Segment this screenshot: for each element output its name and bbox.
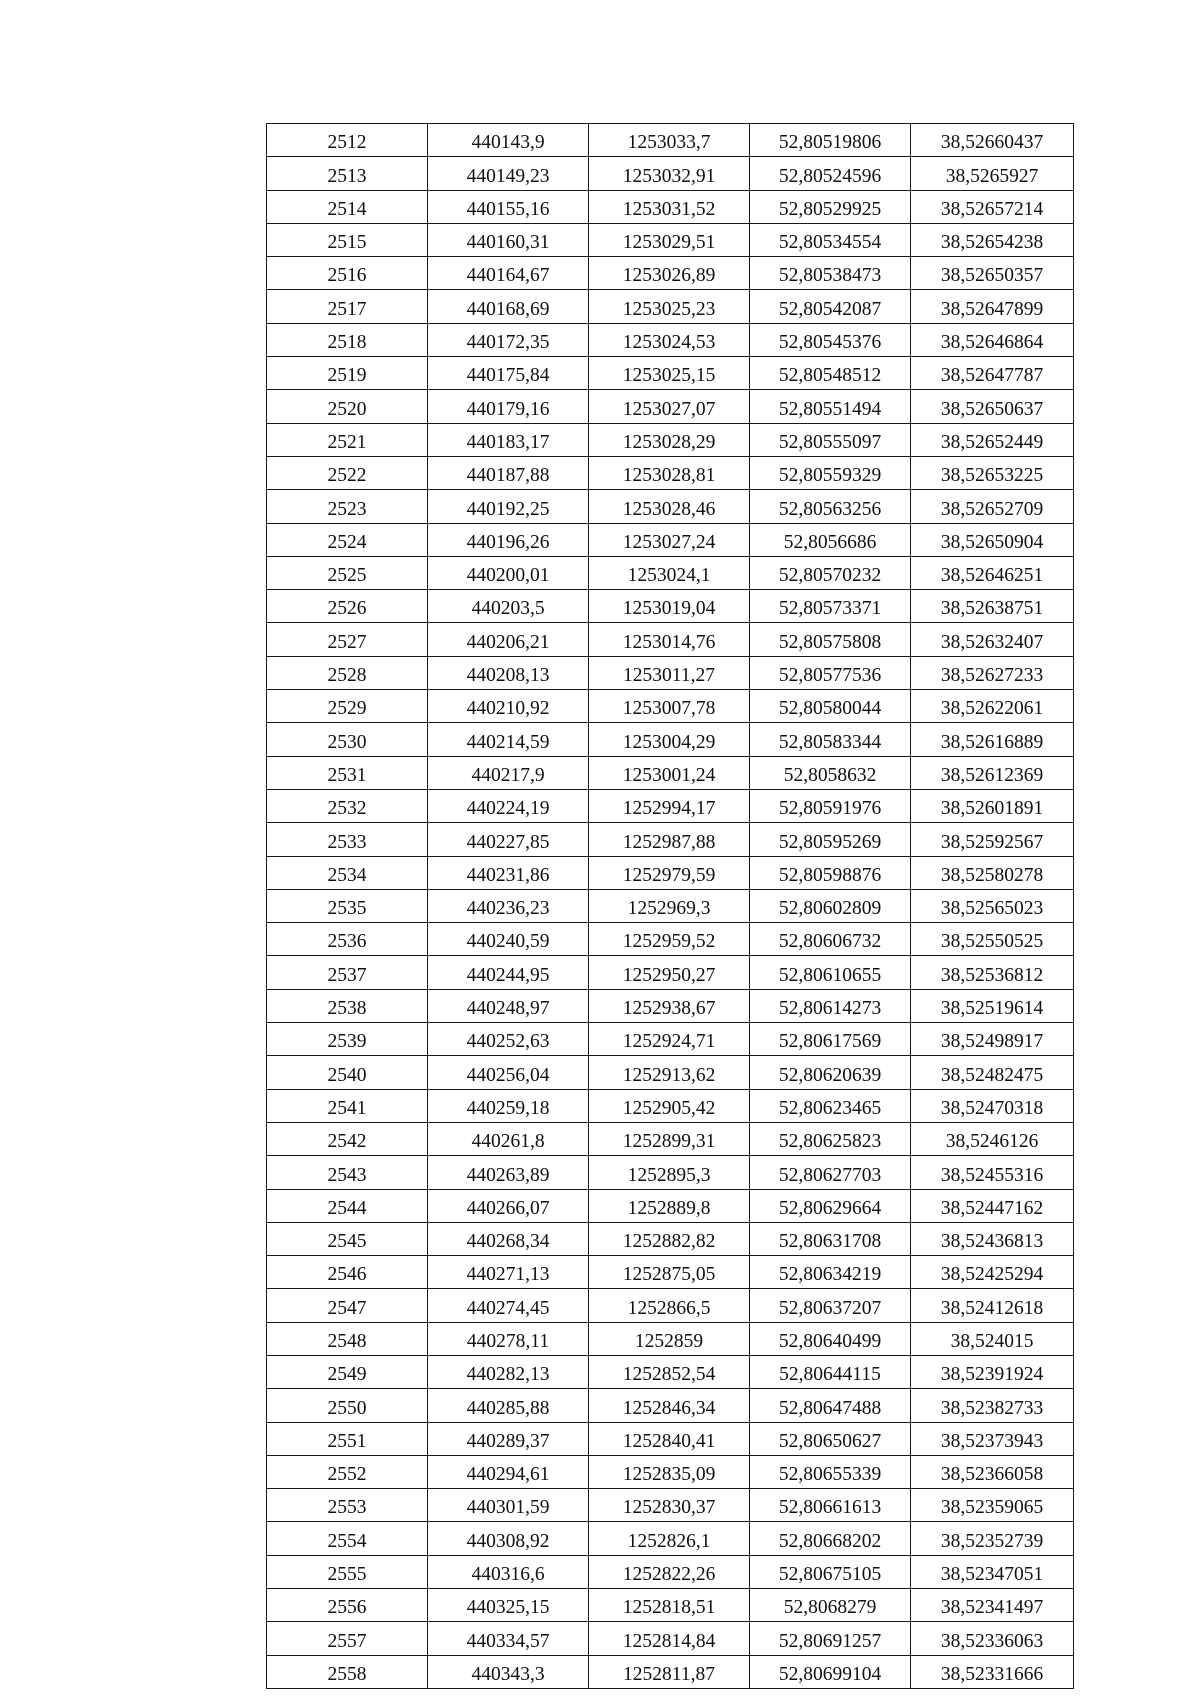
coordinates-table-body xyxy=(267,124,1074,1689)
latitude-cell: 52,80668202 xyxy=(750,1522,911,1555)
x-coordinate-cell: 440236,23 xyxy=(428,889,589,922)
x-coordinate-cell: 440160,31 xyxy=(428,223,589,256)
table-row xyxy=(267,1222,1074,1255)
longitude-cell: 38,52359065 xyxy=(911,1489,1074,1522)
point-number-cell: 2548 xyxy=(267,1322,428,1355)
y-coordinate-cell: 1252866,5 xyxy=(589,1289,750,1322)
longitude-cell: 38,52412618 xyxy=(911,1289,1074,1322)
y-coordinate-cell: 1253027,24 xyxy=(589,523,750,556)
point-number-cell: 2550 xyxy=(267,1389,428,1422)
table-row xyxy=(267,1555,1074,1588)
point-number-cell: 2549 xyxy=(267,1355,428,1388)
table-row xyxy=(267,423,1074,456)
x-coordinate-cell: 440192,25 xyxy=(428,490,589,523)
latitude-cell: 52,80545376 xyxy=(750,323,911,356)
table-row xyxy=(267,590,1074,623)
y-coordinate-cell: 1252924,71 xyxy=(589,1023,750,1056)
table-row xyxy=(267,124,1074,157)
longitude-cell: 38,52652709 xyxy=(911,490,1074,523)
point-number-cell: 2556 xyxy=(267,1589,428,1622)
point-number-cell: 2531 xyxy=(267,756,428,789)
table-row xyxy=(267,490,1074,523)
latitude-cell: 52,80524596 xyxy=(750,157,911,190)
x-coordinate-cell: 440263,89 xyxy=(428,1156,589,1189)
table-row xyxy=(267,523,1074,556)
longitude-cell: 38,5265927 xyxy=(911,157,1074,190)
table-row xyxy=(267,723,1074,756)
point-number-cell: 2523 xyxy=(267,490,428,523)
y-coordinate-cell: 1252895,3 xyxy=(589,1156,750,1189)
latitude-cell: 52,80529925 xyxy=(750,190,911,223)
longitude-cell: 38,52336063 xyxy=(911,1622,1074,1655)
y-coordinate-cell: 1252959,52 xyxy=(589,923,750,956)
longitude-cell: 38,52366058 xyxy=(911,1455,1074,1488)
table-row xyxy=(267,956,1074,989)
point-number-cell: 2555 xyxy=(267,1555,428,1588)
y-coordinate-cell: 1253014,76 xyxy=(589,623,750,656)
table-row xyxy=(267,656,1074,689)
point-number-cell: 2535 xyxy=(267,889,428,922)
table-row xyxy=(267,357,1074,390)
longitude-cell: 38,52646251 xyxy=(911,556,1074,589)
y-coordinate-cell: 1253001,24 xyxy=(589,756,750,789)
x-coordinate-cell: 440244,95 xyxy=(428,956,589,989)
x-coordinate-cell: 440278,11 xyxy=(428,1322,589,1355)
longitude-cell: 38,52622061 xyxy=(911,690,1074,723)
x-coordinate-cell: 440282,13 xyxy=(428,1355,589,1388)
longitude-cell: 38,52612369 xyxy=(911,756,1074,789)
y-coordinate-cell: 1252830,37 xyxy=(589,1489,750,1522)
y-coordinate-cell: 1252950,27 xyxy=(589,956,750,989)
point-number-cell: 2518 xyxy=(267,323,428,356)
point-number-cell: 2525 xyxy=(267,556,428,589)
point-number-cell: 2552 xyxy=(267,1455,428,1488)
point-number-cell: 2528 xyxy=(267,656,428,689)
longitude-cell: 38,52373943 xyxy=(911,1422,1074,1455)
latitude-cell: 52,80570232 xyxy=(750,556,911,589)
x-coordinate-cell: 440294,61 xyxy=(428,1455,589,1488)
y-coordinate-cell: 1253025,15 xyxy=(589,357,750,390)
y-coordinate-cell: 1253029,51 xyxy=(589,223,750,256)
latitude-cell: 52,80551494 xyxy=(750,390,911,423)
point-number-cell: 2521 xyxy=(267,423,428,456)
latitude-cell: 52,80629664 xyxy=(750,1189,911,1222)
point-number-cell: 2536 xyxy=(267,923,428,956)
table-row xyxy=(267,1256,1074,1289)
longitude-cell: 38,52647899 xyxy=(911,290,1074,323)
table-row xyxy=(267,456,1074,489)
x-coordinate-cell: 440259,18 xyxy=(428,1089,589,1122)
y-coordinate-cell: 1253031,52 xyxy=(589,190,750,223)
longitude-cell: 38,52550525 xyxy=(911,923,1074,956)
x-coordinate-cell: 440308,92 xyxy=(428,1522,589,1555)
point-number-cell: 2527 xyxy=(267,623,428,656)
latitude-cell: 52,80675105 xyxy=(750,1555,911,1588)
table-row xyxy=(267,390,1074,423)
x-coordinate-cell: 440271,13 xyxy=(428,1256,589,1289)
latitude-cell: 52,80583344 xyxy=(750,723,911,756)
table-row xyxy=(267,1422,1074,1455)
longitude-cell: 38,52654238 xyxy=(911,223,1074,256)
y-coordinate-cell: 1252969,3 xyxy=(589,889,750,922)
latitude-cell: 52,8058632 xyxy=(750,756,911,789)
longitude-cell: 38,52498917 xyxy=(911,1023,1074,1056)
point-number-cell: 2514 xyxy=(267,190,428,223)
latitude-cell: 52,80634219 xyxy=(750,1256,911,1289)
x-coordinate-cell: 440266,07 xyxy=(428,1189,589,1222)
longitude-cell: 38,52647787 xyxy=(911,357,1074,390)
latitude-cell: 52,80595269 xyxy=(750,823,911,856)
longitude-cell: 38,52650904 xyxy=(911,523,1074,556)
longitude-cell: 38,52536812 xyxy=(911,956,1074,989)
longitude-cell: 38,52455316 xyxy=(911,1156,1074,1189)
table-row xyxy=(267,923,1074,956)
x-coordinate-cell: 440240,59 xyxy=(428,923,589,956)
point-number-cell: 2546 xyxy=(267,1256,428,1289)
point-number-cell: 2554 xyxy=(267,1522,428,1555)
table-row xyxy=(267,1622,1074,1655)
point-number-cell: 2524 xyxy=(267,523,428,556)
y-coordinate-cell: 1252882,82 xyxy=(589,1222,750,1255)
x-coordinate-cell: 440334,57 xyxy=(428,1622,589,1655)
y-coordinate-cell: 1253011,27 xyxy=(589,656,750,689)
point-number-cell: 2544 xyxy=(267,1189,428,1222)
longitude-cell: 38,52341497 xyxy=(911,1589,1074,1622)
longitude-cell: 38,52592567 xyxy=(911,823,1074,856)
table-row xyxy=(267,1355,1074,1388)
latitude-cell: 52,80661613 xyxy=(750,1489,911,1522)
latitude-cell: 52,8056686 xyxy=(750,523,911,556)
latitude-cell: 52,80542087 xyxy=(750,290,911,323)
longitude-cell: 38,52425294 xyxy=(911,1256,1074,1289)
point-number-cell: 2542 xyxy=(267,1122,428,1155)
point-number-cell: 2529 xyxy=(267,690,428,723)
table-row xyxy=(267,157,1074,190)
x-coordinate-cell: 440210,92 xyxy=(428,690,589,723)
point-number-cell: 2522 xyxy=(267,456,428,489)
x-coordinate-cell: 440179,16 xyxy=(428,390,589,423)
longitude-cell: 38,52657214 xyxy=(911,190,1074,223)
latitude-cell: 52,80563256 xyxy=(750,490,911,523)
longitude-cell: 38,52519614 xyxy=(911,989,1074,1022)
table-row xyxy=(267,1322,1074,1355)
point-number-cell: 2547 xyxy=(267,1289,428,1322)
y-coordinate-cell: 1252826,1 xyxy=(589,1522,750,1555)
x-coordinate-cell: 440325,15 xyxy=(428,1589,589,1622)
table-row xyxy=(267,323,1074,356)
x-coordinate-cell: 440155,16 xyxy=(428,190,589,223)
longitude-cell: 38,52482475 xyxy=(911,1056,1074,1089)
y-coordinate-cell: 1252835,09 xyxy=(589,1455,750,1488)
latitude-cell: 52,80647488 xyxy=(750,1389,911,1422)
longitude-cell: 38,52646864 xyxy=(911,323,1074,356)
y-coordinate-cell: 1252840,41 xyxy=(589,1422,750,1455)
y-coordinate-cell: 1253032,91 xyxy=(589,157,750,190)
longitude-cell: 38,52470318 xyxy=(911,1089,1074,1122)
point-number-cell: 2539 xyxy=(267,1023,428,1056)
x-coordinate-cell: 440149,23 xyxy=(428,157,589,190)
longitude-cell: 38,52627233 xyxy=(911,656,1074,689)
y-coordinate-cell: 1253028,81 xyxy=(589,456,750,489)
y-coordinate-cell: 1252822,26 xyxy=(589,1555,750,1588)
table-row xyxy=(267,1522,1074,1555)
x-coordinate-cell: 440164,67 xyxy=(428,257,589,290)
x-coordinate-cell: 440343,3 xyxy=(428,1655,589,1688)
table-row xyxy=(267,1156,1074,1189)
point-number-cell: 2538 xyxy=(267,989,428,1022)
y-coordinate-cell: 1252859 xyxy=(589,1322,750,1355)
longitude-cell: 38,52653225 xyxy=(911,456,1074,489)
point-number-cell: 2551 xyxy=(267,1422,428,1455)
y-coordinate-cell: 1253019,04 xyxy=(589,590,750,623)
table-row xyxy=(267,823,1074,856)
x-coordinate-cell: 440274,45 xyxy=(428,1289,589,1322)
y-coordinate-cell: 1252994,17 xyxy=(589,789,750,822)
latitude-cell: 52,80602809 xyxy=(750,889,911,922)
x-coordinate-cell: 440172,35 xyxy=(428,323,589,356)
latitude-cell: 52,80640499 xyxy=(750,1322,911,1355)
y-coordinate-cell: 1253033,7 xyxy=(589,124,750,157)
y-coordinate-cell: 1253025,23 xyxy=(589,290,750,323)
x-coordinate-cell: 440143,9 xyxy=(428,124,589,157)
table-row xyxy=(267,223,1074,256)
x-coordinate-cell: 440256,04 xyxy=(428,1056,589,1089)
y-coordinate-cell: 1252818,51 xyxy=(589,1589,750,1622)
point-number-cell: 2520 xyxy=(267,390,428,423)
latitude-cell: 52,80538473 xyxy=(750,257,911,290)
latitude-cell: 52,8068279 xyxy=(750,1589,911,1622)
x-coordinate-cell: 440231,86 xyxy=(428,856,589,889)
latitude-cell: 52,80627703 xyxy=(750,1156,911,1189)
point-number-cell: 2526 xyxy=(267,590,428,623)
x-coordinate-cell: 440301,59 xyxy=(428,1489,589,1522)
y-coordinate-cell: 1252913,62 xyxy=(589,1056,750,1089)
latitude-cell: 52,80644115 xyxy=(750,1355,911,1388)
table-row xyxy=(267,623,1074,656)
x-coordinate-cell: 440203,5 xyxy=(428,590,589,623)
x-coordinate-cell: 440224,19 xyxy=(428,789,589,822)
table-row xyxy=(267,556,1074,589)
table-row xyxy=(267,1056,1074,1089)
point-number-cell: 2533 xyxy=(267,823,428,856)
coordinates-table xyxy=(266,123,1074,1689)
y-coordinate-cell: 1253024,53 xyxy=(589,323,750,356)
longitude-cell: 38,52632407 xyxy=(911,623,1074,656)
latitude-cell: 52,80614273 xyxy=(750,989,911,1022)
x-coordinate-cell: 440227,85 xyxy=(428,823,589,856)
point-number-cell: 2515 xyxy=(267,223,428,256)
table-row xyxy=(267,1023,1074,1056)
table-row xyxy=(267,856,1074,889)
latitude-cell: 52,80655339 xyxy=(750,1455,911,1488)
y-coordinate-cell: 1252987,88 xyxy=(589,823,750,856)
y-coordinate-cell: 1252979,59 xyxy=(589,856,750,889)
longitude-cell: 38,52436813 xyxy=(911,1222,1074,1255)
y-coordinate-cell: 1253024,1 xyxy=(589,556,750,589)
y-coordinate-cell: 1252938,67 xyxy=(589,989,750,1022)
point-number-cell: 2545 xyxy=(267,1222,428,1255)
point-number-cell: 2540 xyxy=(267,1056,428,1089)
latitude-cell: 52,80650627 xyxy=(750,1422,911,1455)
x-coordinate-cell: 440261,8 xyxy=(428,1122,589,1155)
point-number-cell: 2512 xyxy=(267,124,428,157)
latitude-cell: 52,80534554 xyxy=(750,223,911,256)
latitude-cell: 52,80610655 xyxy=(750,956,911,989)
point-number-cell: 2543 xyxy=(267,1156,428,1189)
latitude-cell: 52,80598876 xyxy=(750,856,911,889)
y-coordinate-cell: 1253028,46 xyxy=(589,490,750,523)
y-coordinate-cell: 1252852,54 xyxy=(589,1355,750,1388)
x-coordinate-cell: 440187,88 xyxy=(428,456,589,489)
longitude-cell: 38,52601891 xyxy=(911,789,1074,822)
longitude-cell: 38,52650357 xyxy=(911,257,1074,290)
latitude-cell: 52,80559329 xyxy=(750,456,911,489)
x-coordinate-cell: 440206,21 xyxy=(428,623,589,656)
y-coordinate-cell: 1252875,05 xyxy=(589,1256,750,1289)
latitude-cell: 52,80631708 xyxy=(750,1222,911,1255)
longitude-cell: 38,52652449 xyxy=(911,423,1074,456)
y-coordinate-cell: 1252889,8 xyxy=(589,1189,750,1222)
table-row xyxy=(267,1089,1074,1122)
y-coordinate-cell: 1253026,89 xyxy=(589,257,750,290)
x-coordinate-cell: 440200,01 xyxy=(428,556,589,589)
latitude-cell: 52,80555097 xyxy=(750,423,911,456)
latitude-cell: 52,80519806 xyxy=(750,124,911,157)
latitude-cell: 52,80577536 xyxy=(750,656,911,689)
x-coordinate-cell: 440285,88 xyxy=(428,1389,589,1422)
latitude-cell: 52,80591976 xyxy=(750,789,911,822)
point-number-cell: 2532 xyxy=(267,789,428,822)
latitude-cell: 52,80625823 xyxy=(750,1122,911,1155)
table-row xyxy=(267,1289,1074,1322)
y-coordinate-cell: 1252811,87 xyxy=(589,1655,750,1688)
point-number-cell: 2553 xyxy=(267,1489,428,1522)
y-coordinate-cell: 1252814,84 xyxy=(589,1622,750,1655)
table-row xyxy=(267,756,1074,789)
longitude-cell: 38,52347051 xyxy=(911,1555,1074,1588)
y-coordinate-cell: 1252905,42 xyxy=(589,1089,750,1122)
longitude-cell: 38,52616889 xyxy=(911,723,1074,756)
longitude-cell: 38,52660437 xyxy=(911,124,1074,157)
point-number-cell: 2517 xyxy=(267,290,428,323)
longitude-cell: 38,52331666 xyxy=(911,1655,1074,1688)
point-number-cell: 2534 xyxy=(267,856,428,889)
latitude-cell: 52,80548512 xyxy=(750,357,911,390)
y-coordinate-cell: 1253027,07 xyxy=(589,390,750,423)
x-coordinate-cell: 440196,26 xyxy=(428,523,589,556)
x-coordinate-cell: 440252,63 xyxy=(428,1023,589,1056)
table-row xyxy=(267,1589,1074,1622)
latitude-cell: 52,80606732 xyxy=(750,923,911,956)
table-row xyxy=(267,789,1074,822)
longitude-cell: 38,52352739 xyxy=(911,1522,1074,1555)
table-row xyxy=(267,190,1074,223)
table-row xyxy=(267,1389,1074,1422)
point-number-cell: 2519 xyxy=(267,357,428,390)
longitude-cell: 38,52391924 xyxy=(911,1355,1074,1388)
x-coordinate-cell: 440208,13 xyxy=(428,656,589,689)
latitude-cell: 52,80575808 xyxy=(750,623,911,656)
table-row xyxy=(267,1122,1074,1155)
x-coordinate-cell: 440183,17 xyxy=(428,423,589,456)
latitude-cell: 52,80620639 xyxy=(750,1056,911,1089)
longitude-cell: 38,5246126 xyxy=(911,1122,1074,1155)
x-coordinate-cell: 440289,37 xyxy=(428,1422,589,1455)
latitude-cell: 52,80699104 xyxy=(750,1655,911,1688)
latitude-cell: 52,80580044 xyxy=(750,690,911,723)
y-coordinate-cell: 1253004,29 xyxy=(589,723,750,756)
latitude-cell: 52,80637207 xyxy=(750,1289,911,1322)
longitude-cell: 38,52382733 xyxy=(911,1389,1074,1422)
table-row xyxy=(267,1189,1074,1222)
x-coordinate-cell: 440217,9 xyxy=(428,756,589,789)
longitude-cell: 38,52447162 xyxy=(911,1189,1074,1222)
point-number-cell: 2530 xyxy=(267,723,428,756)
point-number-cell: 2558 xyxy=(267,1655,428,1688)
x-coordinate-cell: 440268,34 xyxy=(428,1222,589,1255)
latitude-cell: 52,80623465 xyxy=(750,1089,911,1122)
x-coordinate-cell: 440248,97 xyxy=(428,989,589,1022)
longitude-cell: 38,524015 xyxy=(911,1322,1074,1355)
longitude-cell: 38,52580278 xyxy=(911,856,1074,889)
table-row xyxy=(267,1655,1074,1688)
longitude-cell: 38,52638751 xyxy=(911,590,1074,623)
table-row xyxy=(267,1489,1074,1522)
point-number-cell: 2537 xyxy=(267,956,428,989)
longitude-cell: 38,52565023 xyxy=(911,889,1074,922)
y-coordinate-cell: 1252846,34 xyxy=(589,1389,750,1422)
point-number-cell: 2513 xyxy=(267,157,428,190)
y-coordinate-cell: 1252899,31 xyxy=(589,1122,750,1155)
point-number-cell: 2557 xyxy=(267,1622,428,1655)
table-row xyxy=(267,257,1074,290)
point-number-cell: 2541 xyxy=(267,1089,428,1122)
table-row xyxy=(267,889,1074,922)
longitude-cell: 38,52650637 xyxy=(911,390,1074,423)
point-number-cell: 2516 xyxy=(267,257,428,290)
latitude-cell: 52,80573371 xyxy=(750,590,911,623)
table-row xyxy=(267,989,1074,1022)
y-coordinate-cell: 1253007,78 xyxy=(589,690,750,723)
table-row xyxy=(267,690,1074,723)
x-coordinate-cell: 440316,6 xyxy=(428,1555,589,1588)
x-coordinate-cell: 440214,59 xyxy=(428,723,589,756)
table-row xyxy=(267,290,1074,323)
y-coordinate-cell: 1253028,29 xyxy=(589,423,750,456)
latitude-cell: 52,80691257 xyxy=(750,1622,911,1655)
x-coordinate-cell: 440168,69 xyxy=(428,290,589,323)
x-coordinate-cell: 440175,84 xyxy=(428,357,589,390)
latitude-cell: 52,80617569 xyxy=(750,1023,911,1056)
table-row xyxy=(267,1455,1074,1488)
